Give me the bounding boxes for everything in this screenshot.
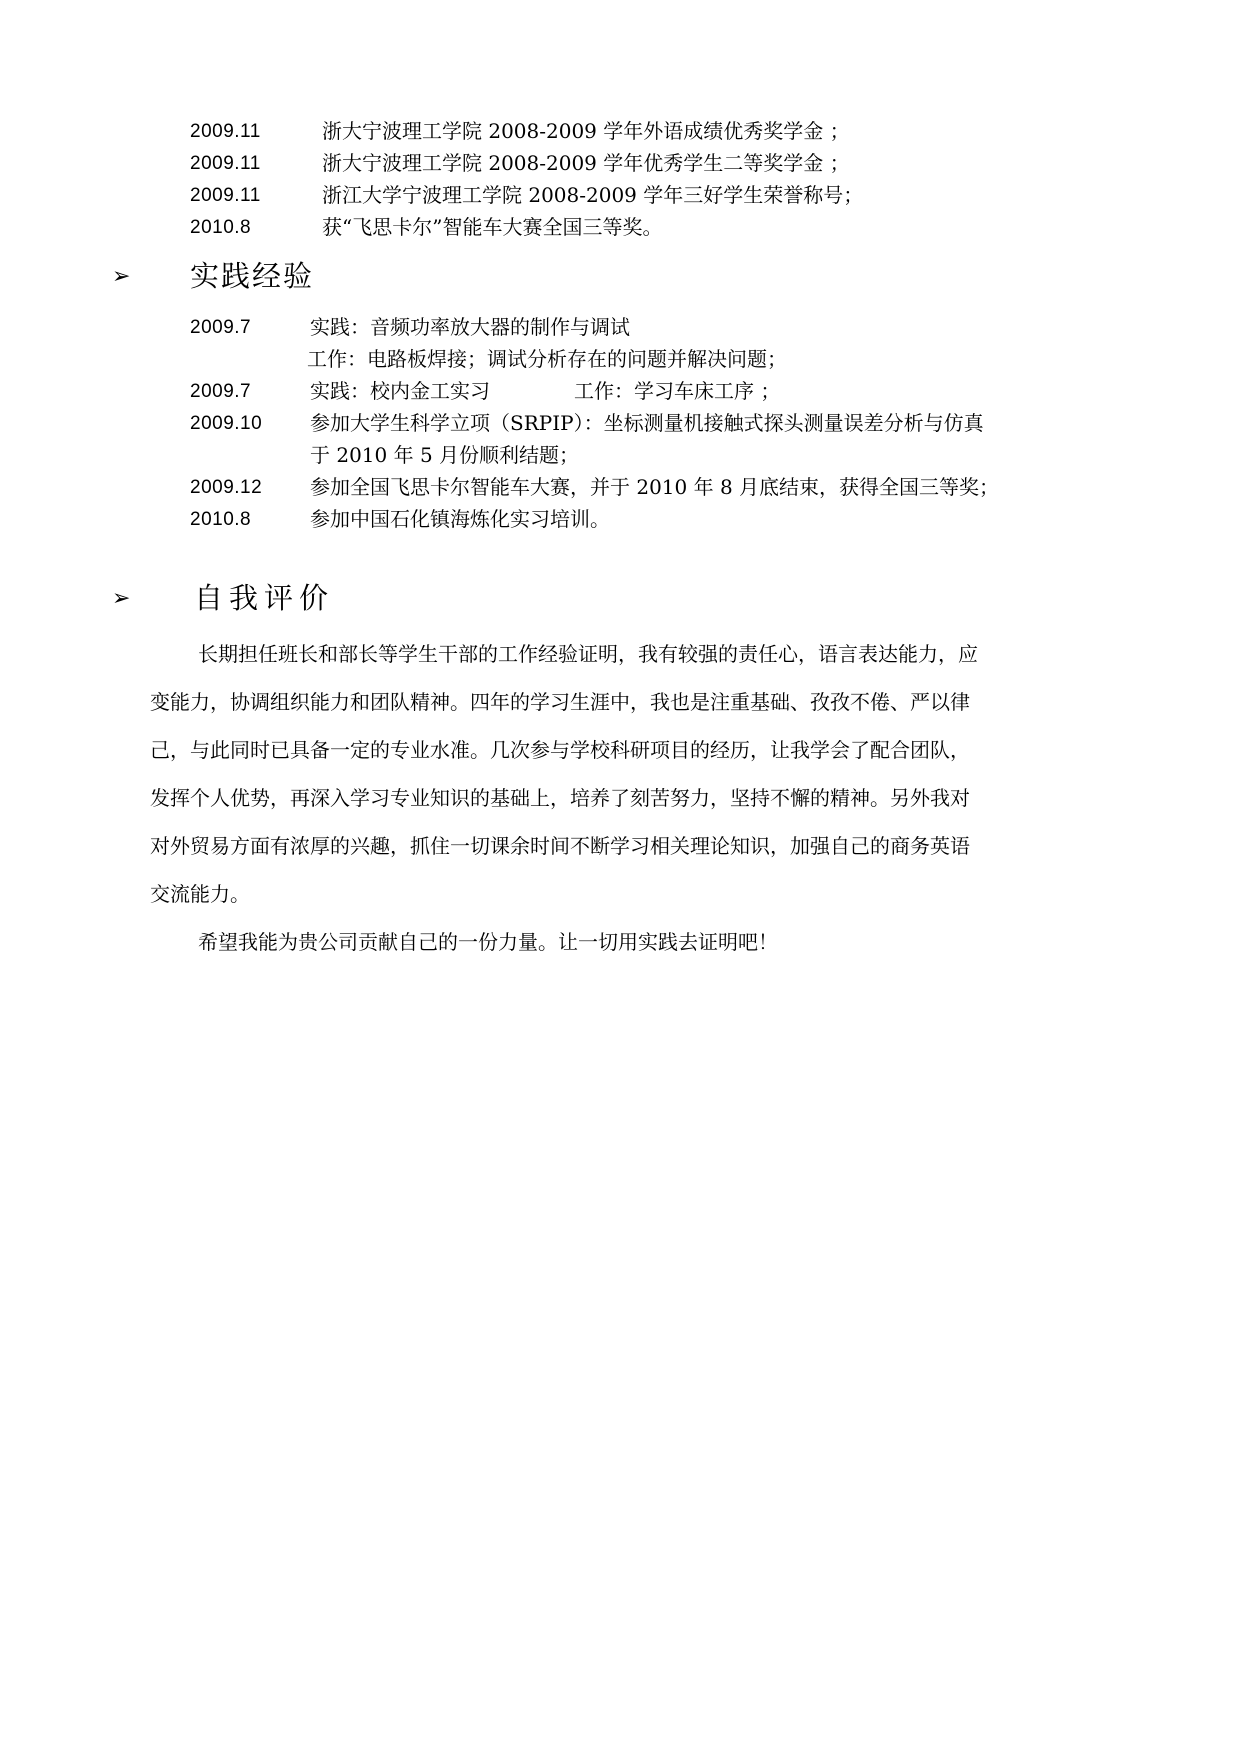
practice-text: 工作：学习车床工序 ； bbox=[574, 379, 781, 403]
practice-date: 2009.12 bbox=[190, 477, 263, 498]
section-title: 实践经验 bbox=[190, 259, 315, 293]
paragraph-line: 交流能力。 bbox=[150, 882, 250, 906]
award-date: 2009.11 bbox=[190, 185, 261, 206]
practice-text: 参加大学生科学立项（SRPIP）：坐标测量机接触式探头测量误差分析与仿真 bbox=[310, 411, 984, 435]
practice-text: 于 2010 年 5 月份顺利结题； bbox=[310, 443, 580, 467]
paragraph-line: 发挥个人优势，再深入学习专业知识的基础上，培养了刻苦努力，坚持不懈的精神。另外我对 bbox=[150, 786, 970, 810]
practice-text: 参加全国飞思卡尔智能车大赛，并于 2010 年 8 月底结束，获得全国三等奖； bbox=[310, 475, 1000, 499]
practice-text: 实践：校内金工实习 bbox=[310, 379, 490, 403]
award-text: 获“飞思卡尔”智能车大赛全国三等奖。 bbox=[322, 215, 663, 239]
award-date: 2009.11 bbox=[190, 153, 261, 174]
award-text: 浙大宁波理工学院 2008-2009 学年外语成绩优秀奖学金 ； bbox=[322, 119, 850, 143]
closing-line: 希望我能为贵公司贡献自己的一份力量。让一切用实践去证明吧！ bbox=[198, 930, 778, 954]
paragraph-line: 变能力，协调组织能力和团队精神。四年的学习生涯中，我也是注重基础、孜孜不倦、严以律 bbox=[150, 690, 970, 714]
award-text: 浙大宁波理工学院 2008-2009 学年优秀学生二等奖学金 ； bbox=[322, 151, 850, 175]
practice-date: 2009.7 bbox=[190, 317, 252, 338]
paragraph-line: 对外贸易方面有浓厚的兴趣，抓住一切课余时间不断学习相关理论知识，加强自己的商务英语 bbox=[150, 834, 970, 858]
award-text: 浙江大学宁波理工学院 2008-2009 学年三好学生荣誉称号； bbox=[322, 183, 864, 207]
award-date: 2010.8 bbox=[190, 217, 252, 238]
award-date: 2009.11 bbox=[190, 121, 261, 142]
practice-text: 参加中国石化镇海炼化实习培训。 bbox=[310, 507, 610, 531]
practice-date: 2009.7 bbox=[190, 381, 252, 402]
practice-text: 工作：电路板焊接；调试分析存在的问题并解决问题； bbox=[307, 347, 787, 371]
self-eval-paragraph bbox=[150, 630, 1070, 966]
practice-text: 实践：音频功率放大器的制作与调试 bbox=[310, 315, 630, 339]
paragraph-line: 长期担任班长和部长等学生干部的工作经验证明，我有较强的责任心，语言表达能力，应 bbox=[198, 642, 978, 666]
bullet-arrow-icon: ➢ bbox=[112, 264, 131, 289]
section-title: 自我评价 bbox=[194, 581, 335, 615]
practice-date: 2009.10 bbox=[190, 413, 263, 434]
bullet-arrow-icon: ➢ bbox=[112, 586, 131, 611]
practice-date: 2010.8 bbox=[190, 509, 252, 530]
paragraph-line: 己，与此同时已具备一定的专业水准。几次参与学校科研项目的经历，让我学会了配合团队， bbox=[150, 738, 970, 762]
